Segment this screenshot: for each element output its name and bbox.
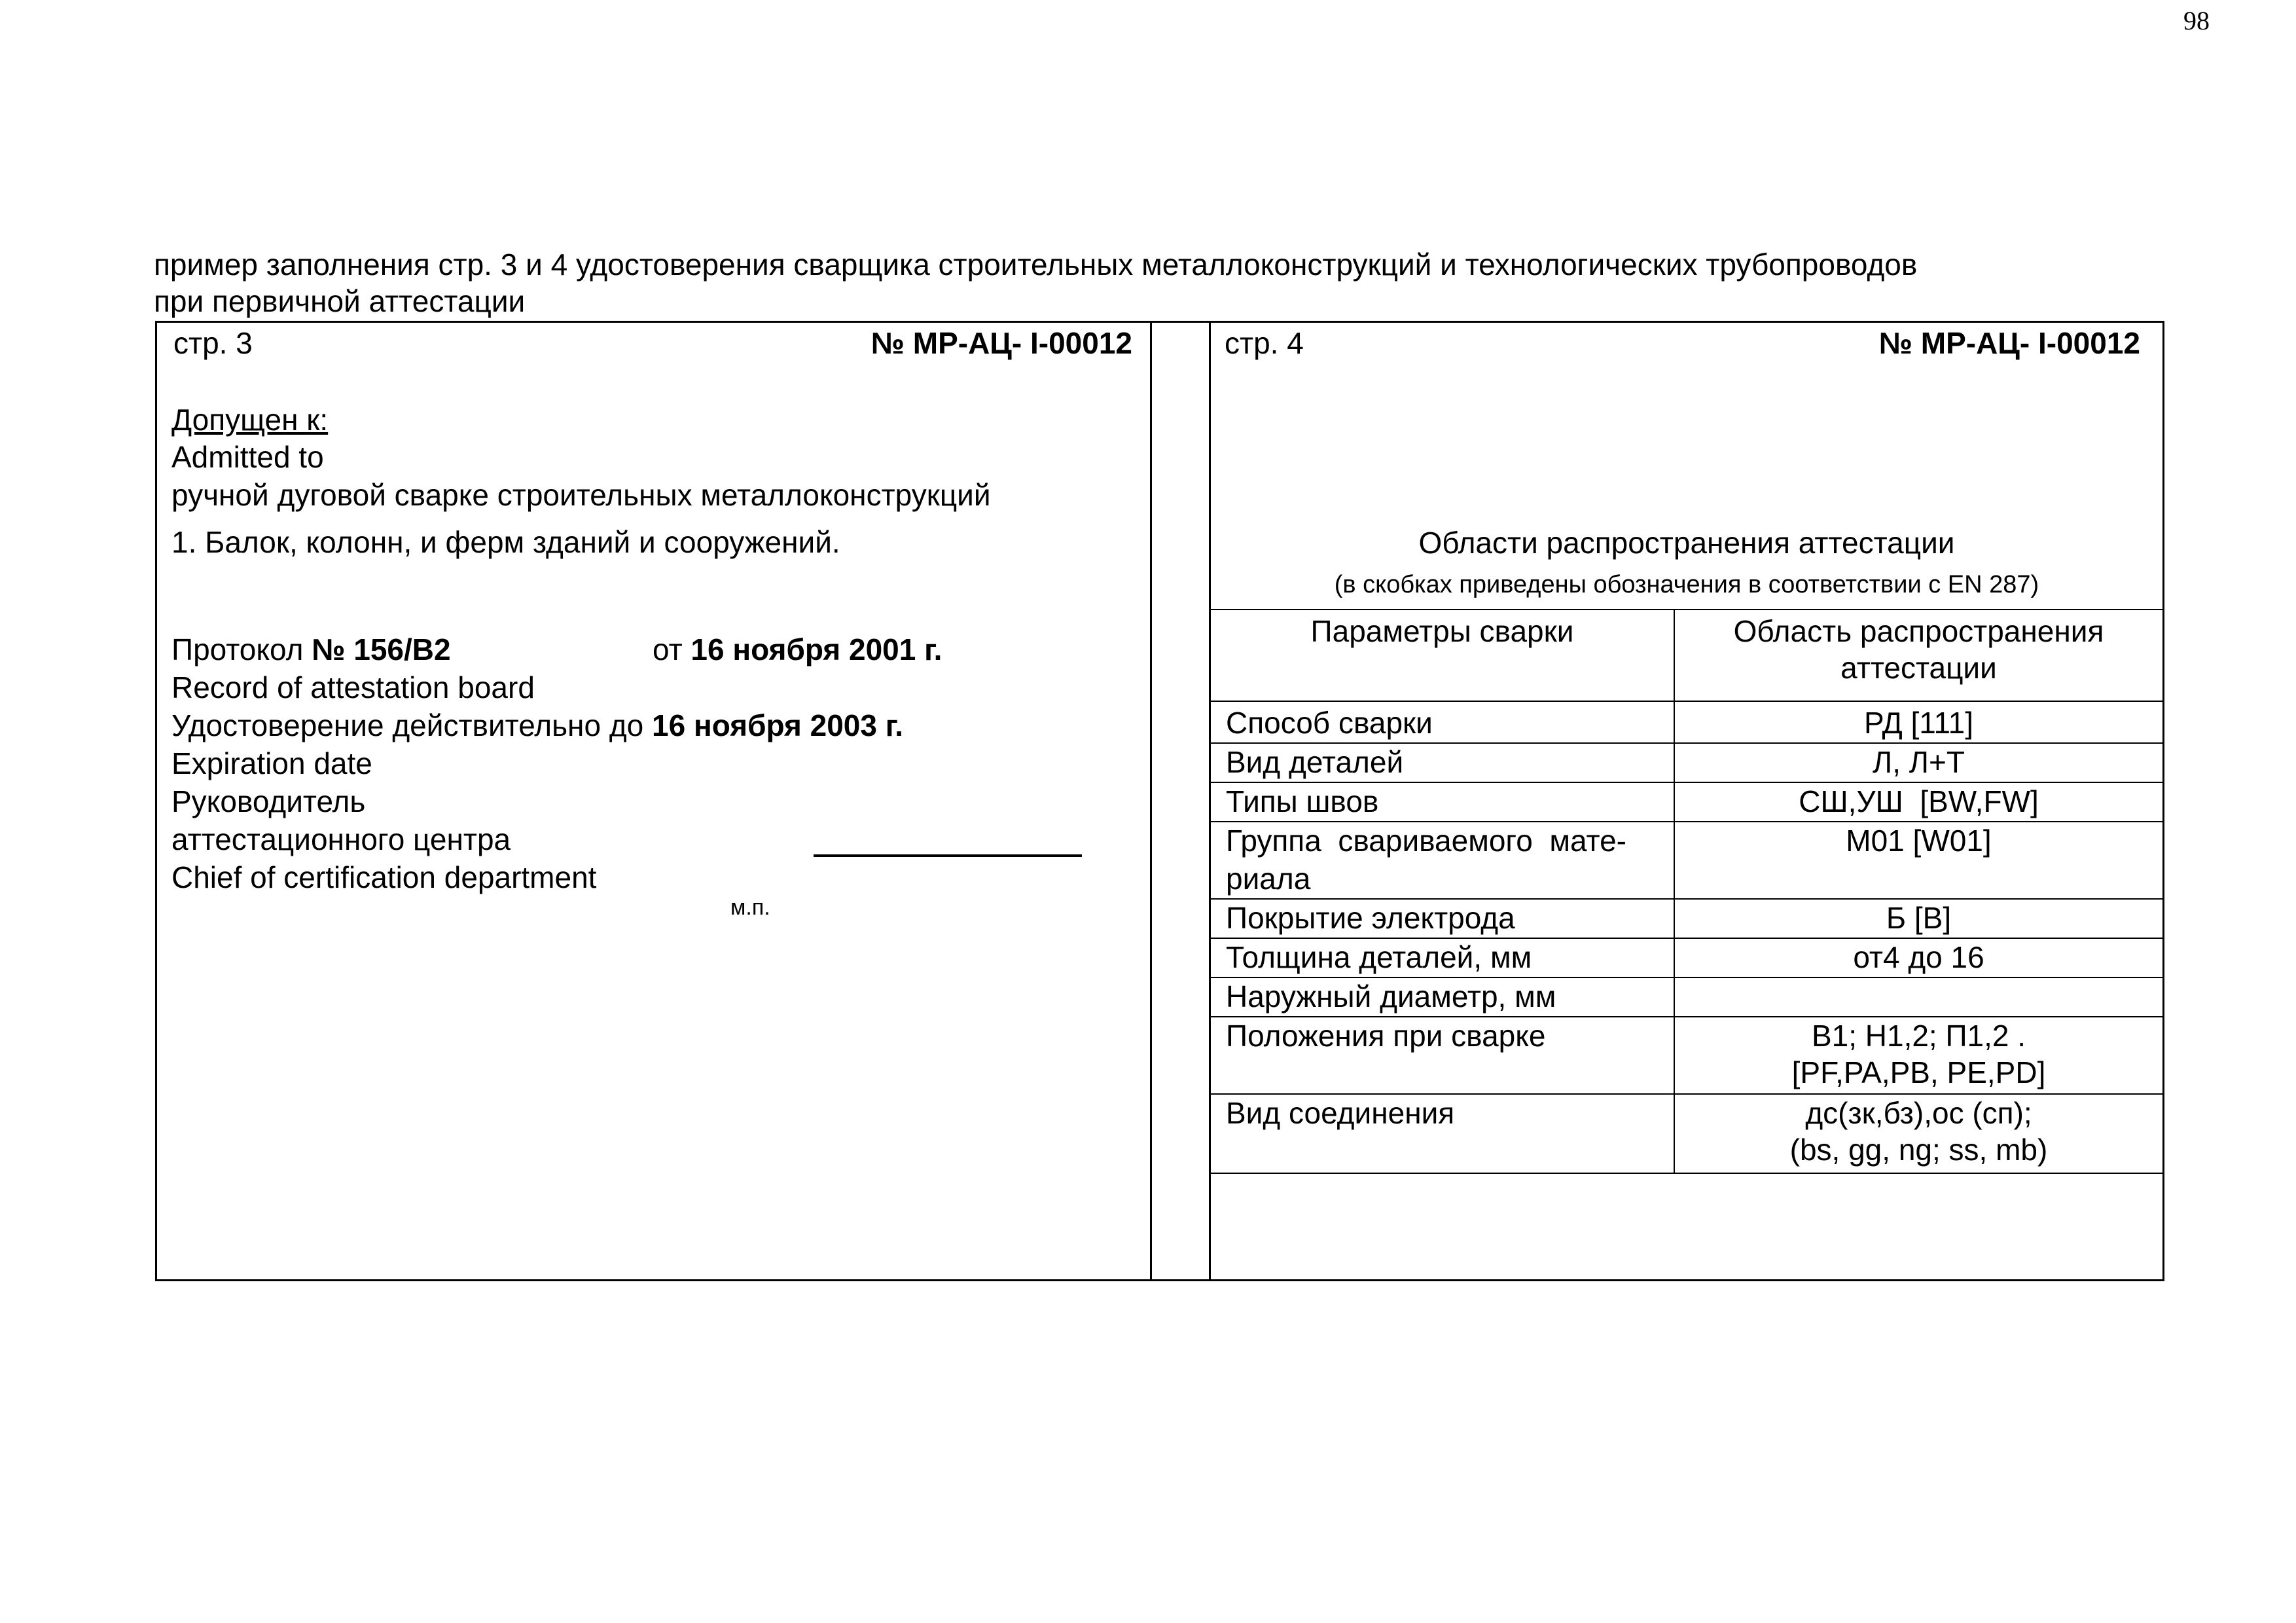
intro-line-1: пример заполнения стр. 3 и 4 удостоверения сварщика строительных металлоконструкций и технологических трубопроводов xyxy=(154,247,1918,282)
head-line-1: Руководитель xyxy=(171,784,366,818)
spine-frame xyxy=(1150,321,1211,1281)
scope-subtitle: (в скобках приведены обозначения в соответствии с EN 287) xyxy=(1334,571,2039,598)
scope-title: Области распространения аттестации xyxy=(1418,526,1955,560)
protocol-date: 16 ноября 2001 г. xyxy=(691,632,942,666)
protocol-date-prefix: от xyxy=(653,632,691,666)
table-row-param: Способ сварки xyxy=(1226,706,1433,740)
right-page-label: стр. 4 xyxy=(1225,326,1304,360)
protocol-prefix: Протокол xyxy=(171,632,312,666)
table-row-value: В1; Н1,2; П1,2 . xyxy=(1811,1019,2026,1053)
valid-date: 16 ноября 2003 г. xyxy=(652,708,904,742)
intro-line-2: при первичной аттестации xyxy=(154,284,526,318)
scope-text: ручной дуговой сварке строительных металлоконструкций xyxy=(171,478,991,512)
valid-line xyxy=(171,708,903,742)
page-number: 98 xyxy=(2183,6,2210,35)
table-row-param: Положения при сварке xyxy=(1226,1019,1546,1053)
table-row-param: Наружный диаметр, мм xyxy=(1226,979,1556,1013)
protocol-date-line xyxy=(653,632,942,666)
table-row-param-cont: риала xyxy=(1226,862,1311,896)
table-row-value: Л, Л+Т xyxy=(1873,745,1965,779)
table-header-scope-1: Область распространения xyxy=(1733,614,2104,648)
table-row-param: Покрытие электрода xyxy=(1226,901,1515,935)
table-row-param: Вид соединения xyxy=(1226,1096,1455,1130)
table-row-param: Типы швов xyxy=(1226,784,1379,818)
admitted-ru: Допущен к: xyxy=(171,403,329,437)
signature-line xyxy=(814,854,1082,857)
admitted-en: Admitted to xyxy=(171,440,324,474)
table-row-value: от4 до 16 xyxy=(1853,940,1984,974)
table-row-param: Группа свариваемого мате- xyxy=(1226,824,1626,858)
table-row-value: М01 [W01] xyxy=(1846,824,1992,858)
left-page-label: стр. 3 xyxy=(173,326,253,360)
right-doc-number: № МР-АЦ- I-00012 xyxy=(1878,326,2140,360)
record-en: Record of attestation board xyxy=(171,670,535,704)
table-row-value-cont: (bs, gg, ng; ss, mb) xyxy=(1789,1133,2048,1167)
table-row-value: дс(зк,бз),ос (сп); xyxy=(1805,1096,2032,1130)
valid-prefix: Удостоверение действительно до xyxy=(171,708,653,742)
scope-item-1: 1. Балок, колонн, и ферм зданий и сооружений. xyxy=(171,525,840,559)
table-row-value: РД [111] xyxy=(1863,706,1974,740)
table-row-value-cont: [PF,PA,PB, PE,PD] xyxy=(1791,1055,2046,1089)
stamp-mark: м.п. xyxy=(730,895,770,920)
table-row-param: Вид деталей xyxy=(1226,745,1404,779)
table-row-value: СШ,УШ [BW,FW] xyxy=(1799,784,2039,818)
left-doc-number: № МР-АЦ- I-00012 xyxy=(870,326,1132,360)
expiration-en: Expiration date xyxy=(171,746,372,780)
chief-en: Chief of certification department xyxy=(171,860,597,894)
table-header-scope-2: аттестации xyxy=(1840,651,1997,685)
table-header-params: Параметры сварки xyxy=(1310,614,1574,648)
protocol-number: № 156/B2 xyxy=(312,632,451,666)
table-row-value: Б [B] xyxy=(1886,901,1952,935)
protocol-line xyxy=(171,632,451,666)
table-row-param: Толщина деталей, мм xyxy=(1226,940,1532,974)
head-line-2: аттестационного центра xyxy=(171,822,511,856)
